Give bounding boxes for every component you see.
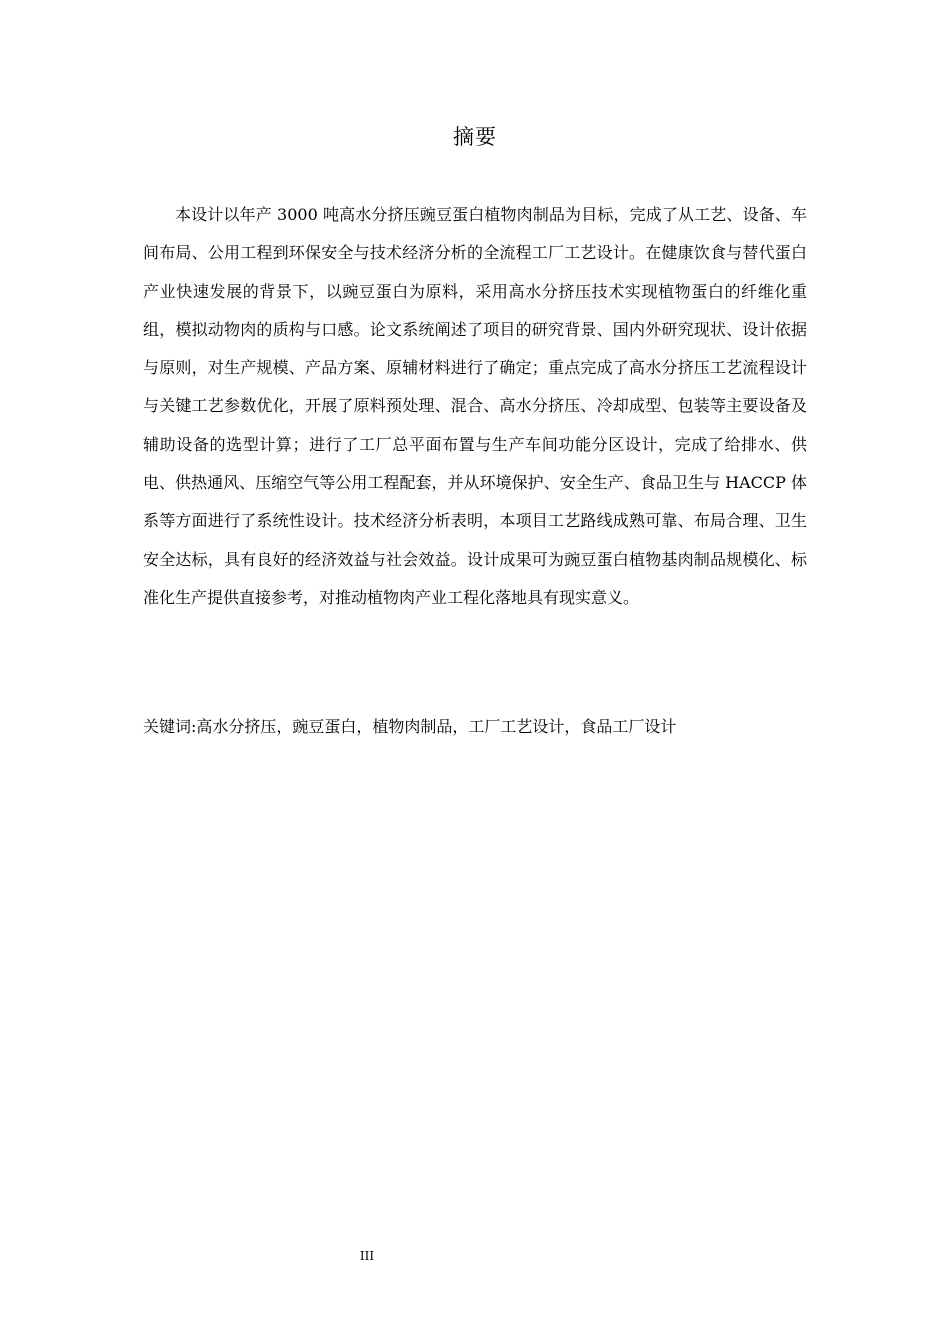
page-number: III — [359, 1249, 375, 1263]
keywords-line: 关键词:高水分挤压，豌豆蛋白，植物肉制品，工厂工艺设计，食品工厂设计 — [143, 717, 677, 736]
abstract-paragraph: 本设计以年产 3000 吨高水分挤压豌豆蛋白植物肉制品为目标，完成了从工艺、设备、车间布局、公用工程到环保安全与技术经济分析的全流程工厂工艺设计。在健康饮食与替代蛋白产业快速发展的背景下，以豌豆蛋白为原料，采用高水分挤压技术实现植物蛋白的纤维化重组，模拟动物肉的质构与口感。论文系统阐述了项目的研究背景、国内外研究现状、设计依据与原则，对生产规模、产品方案、原辅材料进行了确定；重点完成了高水分挤压工艺流程设计与关键工艺参数优化，开展了原料预处理、混合、高水分挤压、冷却成型、包装等主要设备及辅助设备的选型计算；进行了工厂总平面布置与生产车间功能分区设计，完成了给排水、供电、供热通风、压缩空气等公用工程配套，并从环境保护、安全生产、食品卫生与 HACCP 体系等方面进行了系统性设计。技术经济分析表明，本项目工艺路线成熟可靠、布局合理、卫生安全达标，具有良好的经济效益与社会效益。设计成果可为豌豆蛋白植物基肉制品规模化、标准化生产提供直接参考，对推动植物肉产业工程化落地具有现实意义。 — [143, 205, 807, 607]
page-title: 摘要 — [453, 125, 497, 149]
